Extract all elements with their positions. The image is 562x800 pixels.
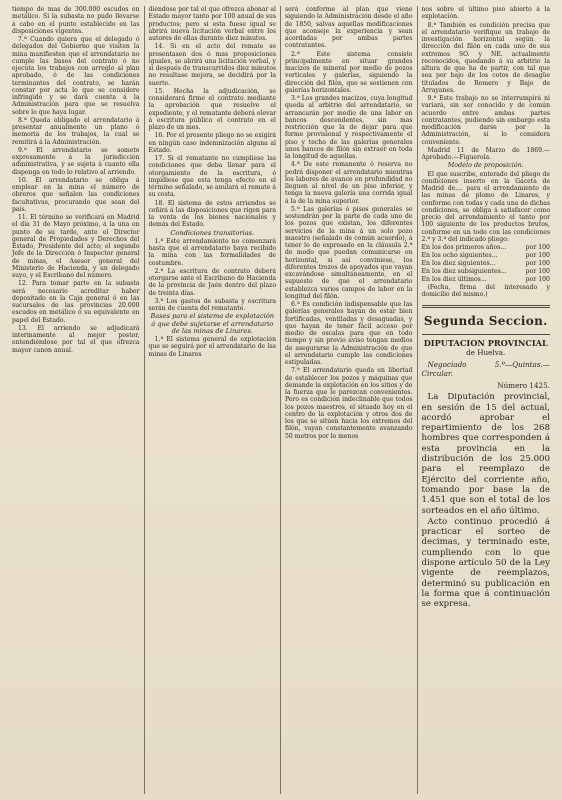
paragraph: 17. Si el rematante no cumpliese las condiciones que deba llenar para el otorgamiento de la escritura, ó impidiese que esta tenga efecto en el término señalado, se anulará el remate á su costa. [148, 155, 276, 199]
paragraph: nos sobre el último piso abierto á la explotación. [421, 6, 550, 21]
paragraph: 6.ª Es condición indispensable que las galerías generales hayan de estar bien fortificadas, ventiladas y desaguadas, y que hayan de tener fácil acceso por medio de escalas para que en todo tiempo y sin previo aviso tengan medios de asegurarse la Administración de que el arrendatario cumple las condiciones estipuladas. [285, 301, 413, 366]
paragraph: La Diputación provincial, en sesión de 15 del actual, acordó aprobar el repartimiento de los 268 hombres que corresponden á esta provincia en la distribución de los 25.000 para el reemplazo de Ejército del corriente año, tomando por base la de 1.451 que son el total de los sorteados en el año último. [421, 392, 550, 516]
document-number: Número 1425. [497, 381, 550, 390]
modelo-row [422, 276, 551, 284]
column-1 [8, 6, 145, 794]
paragraph: 13. El arriendo se adjudicará interinamente al mejor postor, entendiéndose por tal el que ofrezca mayor canon anual. [12, 324, 140, 354]
paragraph: diéndose por tal el que ofrezca abonar al Estado mayor tanto por 100 anual de sus productos; pero si esta fuese igual se abrirá nueva licitación verbal entre los autores de ellas durante diez minutos. [148, 6, 276, 42]
modelo-row-value: por 100 [525, 268, 550, 275]
divider [422, 334, 551, 335]
modelo-row-label: En los dos primeros años... [421, 244, 507, 251]
negociado-line: Negociado 5.º—Quintas.—Circular. [421, 360, 550, 378]
paragraph: 14. Si en el acto del remate se presentasen dos ó mas proposiciones iguales, se abrirá una licitación verbal, y si después de transcurridos diez minutos no resultase mejora, se decidirá por la suerte. [148, 43, 276, 87]
modelo-row [422, 268, 551, 276]
paragraph: 5.ª Las galerías ó pisos generales se sostendrán por la parte de cada uno de los pozos que existan, los diferentes servicios de la mina á un solo pozo maestro (señalado de común acuerdo), á tener lo de expresado en la cláusula 2.ª de modo que puedan comunicarse en horizontal, si así conviniese, los diferentes trozos de apoyados que vayan excavándose simultáneamente, en el supuesto de que el arrendatario establezca varios campos de labor en la longitud del filón. [285, 205, 413, 300]
paragraph: 4.ª De este remanente ó reserva no podrá disponer el arrendatario mientras los labores de avance en profundidad no lleguen al nivel de un piso inferior, y tenga la nueva galería una corrida igual á la de la mina superior. [285, 161, 413, 205]
modelo-row [422, 244, 551, 252]
paragraph: 3.ª Los grandes macizos, cuya longitud queda al arbitrio del arrendatario, se arrancarán por medio de una labor en bancos descendentes, sin mas restricción que la de dejar para que forme provisional y respectivamente el piso y techo de las galerías generales unos bancos de filón sin extraer en toda la longitud de aquellas. [285, 95, 413, 160]
paragraph: 8.ª También es condición precisa que el arrendatario verifique un trabajo de investigación horizontal según la dirección del filón en cada uno de sus extremos SO. y NE. actualmente reconocidos, quedando á su arbitrio la altura de que ha de partir, con tal que sea por bajo de los cotos de desagüe titulados de Romero y Bajo de Arrayanes. [421, 21, 550, 94]
paragraph: 9.ª El arrendatario se somete expresamente á la jurisdicción administrativa, y se sujeta á cuanto ella disponga en todo lo relativo al arriendo. [12, 146, 140, 176]
modelo-table [422, 244, 551, 284]
column-3 [281, 6, 418, 794]
modelo-row-label: En los diez últimos... [421, 276, 487, 283]
modelo-fecha: (Fecha, firma del interesado y domicilio del mismo.) [421, 284, 550, 299]
paragraph: 1.ª El sistema general de explotación que se seguirá por el arrendatario de las minas de Linares [148, 336, 276, 358]
modelo-row-value: por 100 [525, 276, 550, 283]
paragraph: 2.ª La escritura de contrato deberá otorgarse ante el Escribano de Hacienda de la provincia de Jaén dentro del plazo de treinta días. [148, 267, 276, 297]
provincial-title: DIPUTACION PROVINCIAL [423, 337, 548, 348]
paragraph: 8.ª Queda obligado el arrendatario á presentar anualmente un plano ó memoria de los trabajos, la cual se remitirá á la Administración. [12, 116, 140, 146]
paragraph: 2.ª Este sistema consiste principalmente en situar grandes macizos de mineral por medio de pozos verticales y galerías, siguiendo la dirección del filón, que se sostienen con galerías horizontales. [285, 50, 413, 94]
modelo-row-value: por 100 [525, 252, 550, 259]
paragraph: 9.ª Este trabajo no se interrumpirá ni variará, sin ser conocido y de común acuerdo entre ambas partes contratantes, pudiendo sin embargo esta modificación darse por la Administración, si lo considera conveniente. [421, 95, 550, 146]
section-heading: Bases para el sistema de explotación á que debe sujetarse el arrendatario de las minas de Linares. [150, 312, 274, 335]
paragraph: será conforme al plan que viene siguiendo la Administración desde el año de 1850, salvas aquellas modificaciones que aconseje la experiencia y sean acordadas por ambas partes contratantes. [285, 6, 413, 50]
paragraph: 7.ª Cuando quiera que el delegado ó delegados del Gobierno que visiten la mina manifiesten que el arrendatario no cumple las bases del contrato ó no ejecuta los trabajos con arreglo al plan aprobado, ó de las condiciones terminantes del contrato, se harán constar por acta lo que se considere infringido y se dará cuenta á la Administración para que se resuelva sobre lo que haya lugar. [12, 36, 140, 116]
paragraph: 11. El término se verificará en Madrid el día 31 de Mayo próximo, á la una en punto de su tarde, ante el Director general de Propiedades y Derechos del Estado, Presidente del acto; el segundo Jefe de la Dirección ó Inspector general de minas, el Asesor general del Ministerio de Hacienda, y un delegado suyo, y el Escribano del número. [12, 214, 140, 279]
paragraph: 10. El arrendatario se obliga á emplear en la mina el número de obreros que señalen las condiciones facultativas, procurando que sean del país. [12, 176, 140, 213]
modelo-heading: Modelo de proposición. [447, 161, 524, 170]
paragraph: 7.ª El arrendatario queda en libertad de establecer los pozos y máquinas que demande la explotación en los sitios y de la fuerza que le parezcan convenientes. Pero es condición indeclinable que todos los pozos maestros, el situado hoy en el centro de la explotación y otros dos de los que se sitúen hacia los extremos del filón, vayan constantemente avanzando 50 metros por lo menos [285, 367, 413, 440]
modelo-row-label: En los diez subsiguientes... [421, 268, 507, 275]
modelo-row-label: En los diez siguientes... [421, 260, 496, 267]
modelo-intro: El que suscribe, enterado del pliego de condiciones inserto en la Gaceta de Madrid de.... para el arrendamiento de las minas de plomo de Linares, y conforme con todas y cada una de dichas condiciones, se obliga á satisfacer como precio del arrendamiento el tanto por 100 siguiente de los productos brutos, conforme en un todo con las condiciones 2.ª y 3.ª del indicado pliego: [421, 170, 550, 243]
paragraph: 16. Por el presente pliego no se exigirá en ningún caso indemnización alguna al Estado. [148, 132, 276, 154]
paragraph: Acto continuo procedió á practicar el sorteo de decimas, y terminado este, cumpliendo con lo que dispone artículo 50 de la Ley vigente de reemplazos, determinó su publicación en la forma que á continuación se expresa. [421, 516, 550, 610]
paragraph: 15. Hecha la adjudicación, se considerará firme el contrato mediante la aprobación que resuelve el expediente, y el rematante deberá elevar á escritura pública el contrato en el plazo de un mes. [148, 87, 276, 131]
section-title: Segunda Seccion. [423, 313, 548, 328]
provincial-subtitle: de Huelva. [466, 348, 506, 357]
paragraph: 12. Para tomar parte en la subasta será necesario acreditar haber depositado en la Caja general ó en las sucursales de las provincias 20.000 escudos en metálico ó su equivalente en papel del Estado. [12, 280, 140, 324]
date-signature: Madrid 11 de Marzo de 1869.—Aprobado.—Figuerola. [421, 146, 550, 161]
modelo-row-value: por 100 [525, 244, 550, 251]
divider [422, 305, 551, 308]
paragraph: 1.ª Este arrendamiento no comenzará hasta que el arrendatario haya recibido la mina con las formalidades de costumbre. [148, 237, 276, 267]
paragraph: tiempo de mas de 300.000 escudos en metálico. Si la subasta no pudo llevarse á cabo en el punto establecido en las disposiciones vigentes. [12, 6, 140, 35]
column-4 [418, 6, 555, 794]
section-heading: Condiciones transitorias. [170, 228, 255, 237]
modelo-row-label: En los ocho siguientes... [421, 252, 498, 259]
column-2 [145, 6, 282, 794]
modelo-row [422, 252, 551, 260]
modelo-row [422, 260, 551, 268]
paragraph: 18. El sistema de estos arriendos se ceñirá á las disposiciones que rigen para la venta de los bienes nacionales y demás del Estado. [148, 199, 276, 229]
modelo-row-value: por 100 [525, 260, 550, 267]
paragraph: 3.ª Los gastos de subasta y escritura serán de cuenta del rematante. [148, 297, 276, 312]
